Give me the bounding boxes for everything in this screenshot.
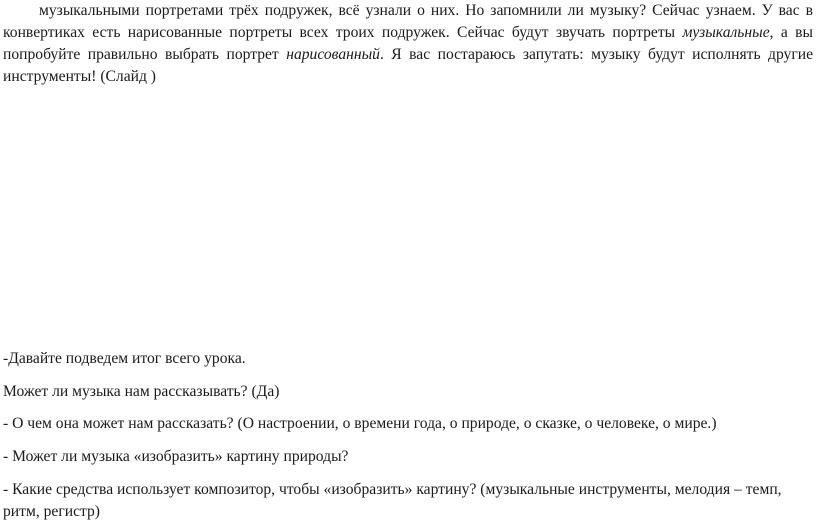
intro-italic-musical: музыкальные bbox=[682, 24, 770, 41]
intro-paragraph bbox=[3, 0, 813, 88]
question-2: - О чем она может нам рассказать? (О настроении, о времени года, о природе, о сказке, о человеке, о мире.) bbox=[3, 415, 717, 432]
question-1: Может ли музыка нам рассказывать? (Да) bbox=[3, 383, 280, 400]
question-3: - Может ли музыка «изобразить» картину природы? bbox=[3, 448, 349, 465]
question-4: - Какие средства использует композитор, чтобы «изобразить» картину? (музыкальные инструменты, мелодия – темп, ритм, регистр) bbox=[3, 481, 782, 520]
intro-italic-drawn: нарисованный bbox=[286, 46, 380, 63]
intro-text-2: , а вы попробуйте правильно выбрать портрет bbox=[3, 24, 813, 63]
summary-line: -Давайте подведем итог всего урока. bbox=[3, 350, 246, 367]
intro-text-1: музыкальными портретами трёх подружек, всё узнали о них. Но запомнили ли музыку? Сейчас узнаем. У вас в конвертиках есть нарисованные портреты всех троих подружек. Сейчас будут звучать портреты bbox=[3, 2, 813, 41]
intro-text-3: . Я вас постараюсь запутать: музыку будут исполнять другие инструменты! (Слайд ) bbox=[3, 46, 813, 85]
